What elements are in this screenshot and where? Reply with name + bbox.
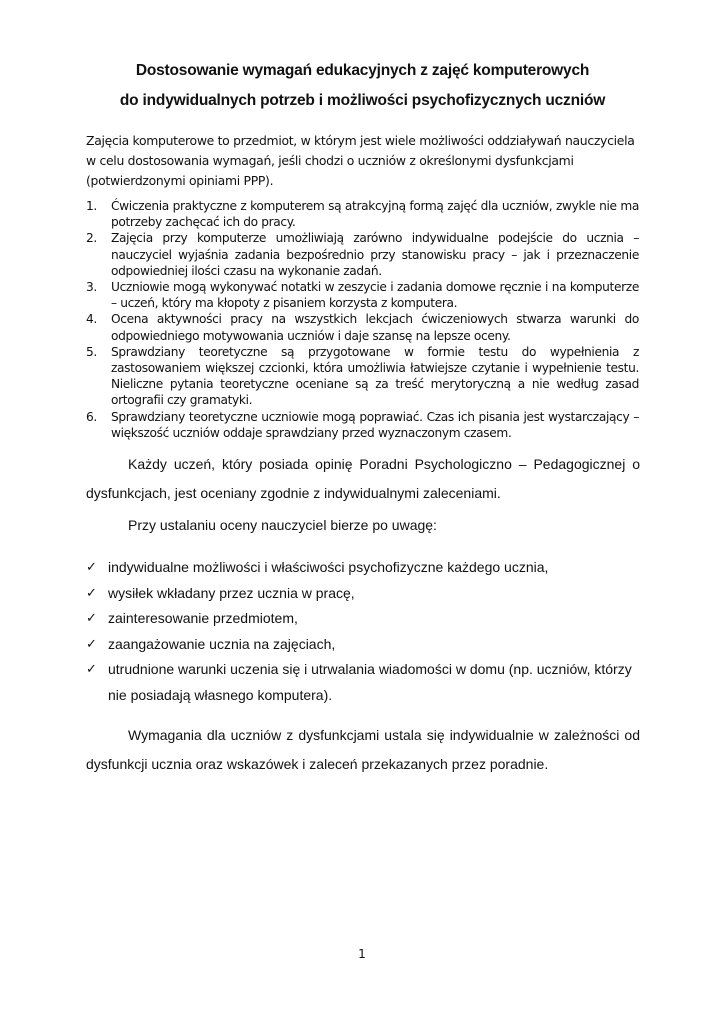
list-item-number: 2. xyxy=(86,231,97,246)
checkmark-icon: ✓ xyxy=(86,560,97,575)
list-item-text: wysiłek wkładany przez ucznia w pracę, xyxy=(108,584,355,601)
list-item xyxy=(86,409,639,441)
list-item-text: indywidualne możliwości i właściwości psychofizyczne każdego ucznia, xyxy=(108,559,549,575)
list-item xyxy=(86,606,642,632)
list-item-number: 3. xyxy=(86,280,97,295)
document-title-line-2: do indywidualnych potrzeb i możliwości psychofizycznych uczniów xyxy=(119,92,606,109)
list-item xyxy=(86,230,639,279)
checkmark-icon: ✓ xyxy=(86,662,97,677)
checkmark-icon: ✓ xyxy=(86,585,97,601)
document-title-line-1: Dostosowanie wymagań edukacyjnych z zajęć komputerowych xyxy=(135,62,590,79)
list-item-number: 1. xyxy=(86,199,97,213)
list-item xyxy=(86,279,639,311)
list-item-text: Sprawdziany teoretyczne są przygotowane w formie testu do wypełnienia z zastosowaniem większej czcionki, która umożliwia łatwiejsze czytanie i wypełnienie testu. Nieliczne pytania teoretyczne oceniane są za treść merytoryczną a nie według zasad ortografii czy gramatyki. xyxy=(111,344,639,408)
list-item xyxy=(86,555,642,581)
checkmark-icon: ✓ xyxy=(86,611,97,626)
requirements-paragraph: Wymagania dla uczniów z dysfunkcjami ustala się indywidualnie w zależności od dysfunkcji ucznia oraz wskazówek i zaleceń przekazanych przez poradnie. xyxy=(86,727,640,772)
list-item-text: Uczniowie mogą wykonywać notatki w zeszycie i zadania domowe ręcznie i na komputerze – uczeń, który ma kłopoty z pisaniem korzysta z komputera. xyxy=(111,280,639,311)
criteria-list xyxy=(86,555,642,708)
list-item-text: utrudnione warunki uczenia się i utrwalania wiadomości w domu (np. uczniów, którzy nie posiadają własnego komputera). xyxy=(108,661,632,703)
list-item-number: 6. xyxy=(86,409,97,424)
list-item xyxy=(86,311,639,343)
list-item xyxy=(86,344,639,409)
checkmark-icon: ✓ xyxy=(86,636,97,652)
list-item-text: Sprawdziany teoretyczne uczniowie mogą poprawiać. Czas ich pisania jest wystarczający – większość uczniów oddaje sprawdziany przed wyznaczonym czasem. xyxy=(111,409,639,440)
list-item-text: Ćwiczenia praktyczne z komputerem są atrakcyjną formą zajęć dla uczniów, zwykle nie ma potrzeby zachęcać ich do pracy. xyxy=(111,199,639,230)
list-item-text: zaangażowanie ucznia na zajęciach, xyxy=(108,635,336,652)
list-item-text: zainteresowanie przedmiotem, xyxy=(108,610,298,626)
list-item xyxy=(86,198,639,230)
rules-list xyxy=(86,198,639,441)
list-item xyxy=(86,581,642,607)
assessment-paragraph: Każdy uczeń, który posiada opinię Poradni Psychologiczno – Pedagogicznej o dysfunkcjach, jest oceniany zgodnie z indywidualnymi zaleceniami. xyxy=(86,456,640,501)
list-item xyxy=(86,632,642,658)
page-number: 1 xyxy=(358,947,366,961)
list-item-number: 5. xyxy=(86,344,97,359)
intro-paragraph: Zajęcia komputerowe to przedmiot, w którym jest wiele możliwości oddziaływań nauczyciela w celu dostosowania wymagań, jeśli chodzi o uczniów z określonymi dysfunkcjami (potwierdzonymi opiniami PPP). xyxy=(86,133,635,188)
list-item-text: Ocena aktywności pracy na wszystkich lekcjach ćwiczeniowych stwarza warunki do odpowiedniego motywowania uczniów i daje szansę na lepsze oceny. xyxy=(111,312,639,343)
list-item-number: 4. xyxy=(86,312,97,327)
criteria-intro: Przy ustalaniu oceny nauczyciel bierze po uwagę: xyxy=(128,517,437,533)
list-item xyxy=(86,657,642,708)
list-item-text: Zajęcia przy komputerze umożliwiają zarówno indywidualne podejście do ucznia – nauczyciel wyjaśnia zadania bezpośrednio przy stanowisku pracy – jak i przeznaczenie odpowiedniej ilości czasu na wykonanie zadań. xyxy=(111,231,639,278)
